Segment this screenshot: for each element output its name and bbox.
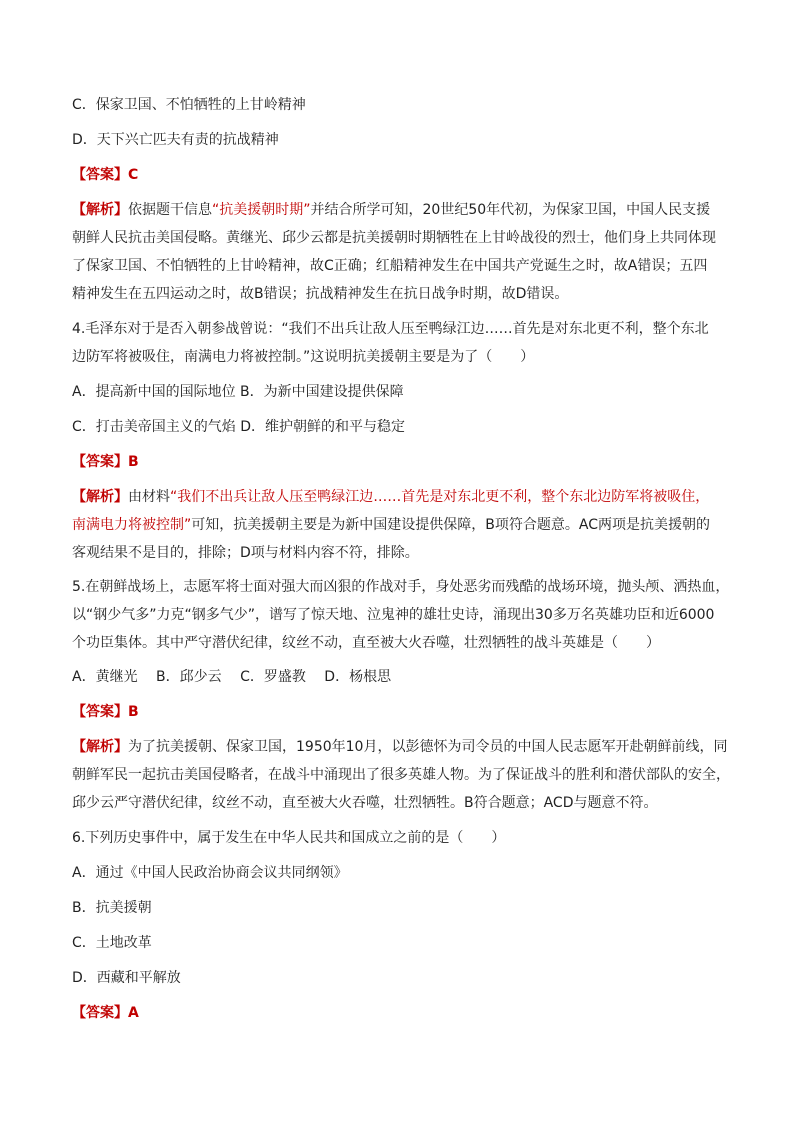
q4-options-ab: A．提高新中国的国际地位 B．为新中国建设提供保障 <box>72 384 404 400</box>
q6-option-d: D．西藏和平解放 <box>72 970 181 986</box>
q3-option-c: C．保家卫国、不怕牺牲的上甘岭精神 <box>72 97 306 113</box>
answer-value: B <box>128 454 139 470</box>
answer-tag: 【答案】 <box>72 1005 128 1021</box>
analysis-tag: 【解析】 <box>72 739 128 755</box>
q6-stem: 6.下列历史事件中，属于发生在中华人民共和国成立之前的是（ ） <box>72 830 506 846</box>
q5-analysis-line-2: 朝鲜军民一起抗击美国侵略者，在战斗中涌现出了很多英雄人物。为了保证战斗的胜利和潜伏部队的安全， <box>72 767 730 783</box>
answer-value: B <box>128 704 139 720</box>
q5-stem-line-1: 5.在朝鲜战场上，志愿军将士面对强大而凶狠的作战对手，身处恶劣而残酷的战场环境，抛头颅、洒热血， <box>72 579 730 595</box>
answer-tag: 【答案】 <box>72 167 128 183</box>
q4-answer <box>72 453 732 471</box>
q5-answer <box>72 703 732 721</box>
q3-analysis-line-4: 精神发生在五四运动之时，故B错误；抗战精神发生在抗日战争时期，故D错误。 <box>72 286 569 302</box>
analysis-text: 可知，抗美援朝主要是为新中国建设提供保障，B项符合题意。AC两项是抗美援朝的 <box>191 517 710 533</box>
q4-stem-line-2: 边防军将被吸住，南满电力将被控制。”这说明抗美援朝主要是为了（ ） <box>72 349 535 365</box>
q4-analysis-line-2 <box>72 516 732 534</box>
q4-options-cd: C．打击美帝国主义的气焰 D．维护朝鲜的和平与稳定 <box>72 419 406 435</box>
answer-value: C <box>128 167 139 183</box>
q3-answer <box>72 166 732 184</box>
q3-option-d: D．天下兴亡匹夫有责的抗战精神 <box>72 132 279 148</box>
analysis-tag: 【解析】 <box>72 489 128 505</box>
q3-analysis-line-2: 朝鲜人民抗击美国侵略。黄继光、邱少云都是抗美援朝时期牺牲在上甘岭战役的烈士，他们身上共同体现 <box>72 230 716 246</box>
q5-stem-line-2: 以“钢少气多”力克“钢多气少”，谱写了惊天地、泣鬼神的雄壮史诗，涌现出30多万名英雄功臣和近6000 <box>72 607 715 623</box>
q5-analysis-line-3: 邱少云严守潜伏纪律，纹丝不动，直至被大火吞噬，壮烈牺牲。B符合题意；ACD与题意不符。 <box>72 795 658 811</box>
analysis-quote: “我们不出兵让敌人压至鸭绿江边……首先是对东北更不利，整个东北边防军将被吸住， <box>170 489 710 505</box>
q3-analysis-line-3: 了保家卫国、不怕牺牲的上甘岭精神，故C正确；红船精神发生在中国共产党诞生之时，故A错误；五四 <box>72 258 708 274</box>
q6-option-a: A．通过《中国人民政治协商会议共同纲领》 <box>72 865 348 881</box>
q5-stem-line-3: 个功臣集体。其中严守潜伏纪律，纹丝不动，直至被大火吞噬，壮烈牺牲的战斗英雄是（ ） <box>72 635 660 651</box>
q3-analysis-line-1 <box>72 201 732 219</box>
analysis-quote: “抗美援朝时期” <box>212 202 311 218</box>
analysis-text: 由材料 <box>128 489 170 505</box>
q4-stem-line-1: 4.毛泽东对于是否入朝参战曾说：“我们不出兵让敌人压至鸭绿江边……首先是对东北更不利，整个东北 <box>72 321 709 337</box>
analysis-text: 为了抗美援朝、保家卫国，1950年10月，以彭德怀为司令员的中国人民志愿军开赴朝鲜前线，同 <box>128 739 728 755</box>
q5-analysis-line-1 <box>72 738 732 756</box>
q6-option-b: B．抗美援朝 <box>72 900 152 916</box>
answer-tag: 【答案】 <box>72 704 128 720</box>
q5-options: A．黄继光 B．邱少云 C．罗盛教 D．杨根思 <box>72 669 392 685</box>
q6-answer <box>72 1004 732 1022</box>
analysis-text: 并结合所学可知，20世纪50年代初，为保家卫国，中国人民支援 <box>310 202 711 218</box>
q4-analysis-line-1 <box>72 488 732 506</box>
q6-option-c: C．土地改革 <box>72 935 152 951</box>
analysis-quote: 南满电力将被控制” <box>72 517 192 533</box>
analysis-text: 依据题干信息 <box>128 202 212 218</box>
analysis-tag: 【解析】 <box>72 202 128 218</box>
q4-analysis-line-3: 客观结果不是目的，排除；D项与材料内容不符，排除。 <box>72 545 419 561</box>
answer-tag: 【答案】 <box>72 454 128 470</box>
answer-value: A <box>128 1005 139 1021</box>
